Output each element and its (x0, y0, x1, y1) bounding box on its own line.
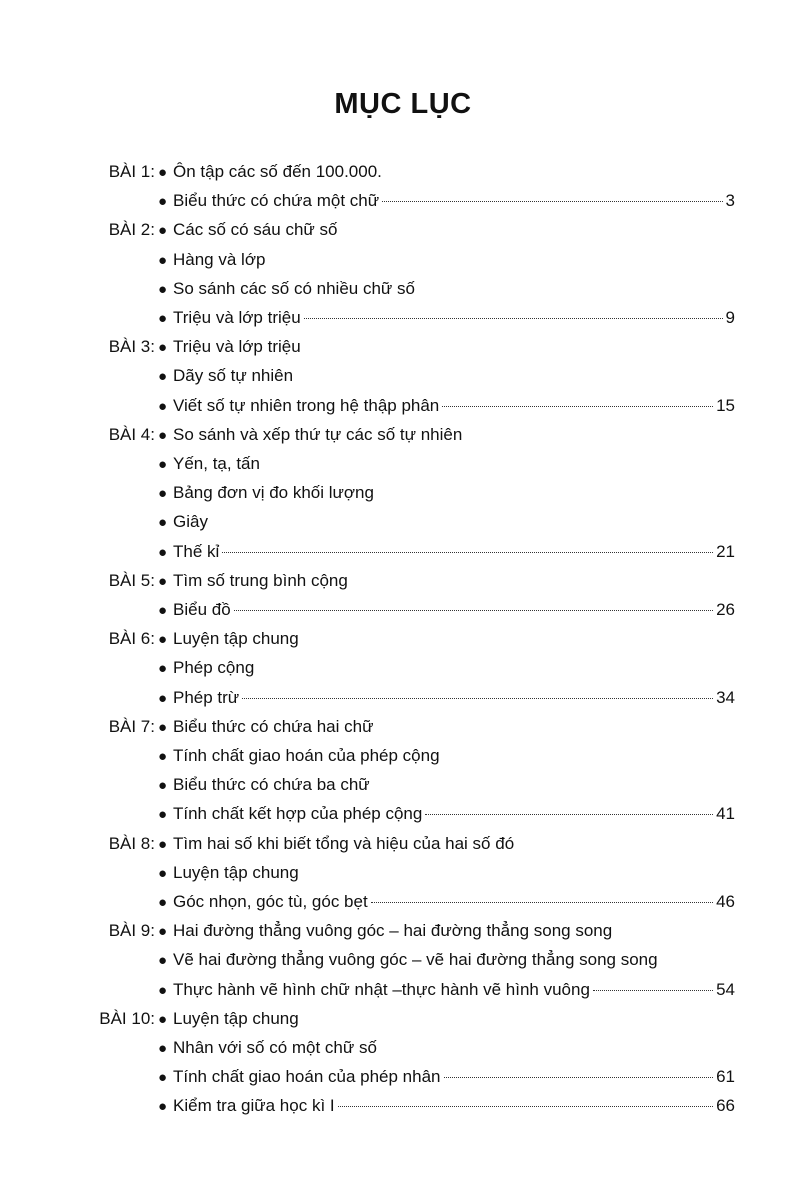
entry-title: Phép cộng (173, 658, 255, 678)
bullet-icon: ● (158, 718, 168, 736)
toc-entry (158, 391, 735, 421)
entry-title: So sánh các số có nhiều chữ số (173, 278, 415, 298)
page-title: MỤC LỤC (334, 88, 472, 120)
dot-leader (304, 318, 723, 319)
toc-row (0, 157, 806, 186)
bullet-icon: ● (158, 806, 168, 824)
bullet-icon: ● (158, 193, 168, 211)
entry-title: Biểu thức có chứa hai chữ (173, 716, 374, 736)
entry-title: Tìm số trung bình cộng (173, 570, 348, 590)
entry-title: Yến, tạ, tấn (173, 454, 260, 473)
entry-title: Luyện tập chung (173, 862, 299, 882)
entry-title: Các số có sáu chữ số (173, 220, 338, 240)
bullet-icon: ● (158, 1040, 168, 1057)
toc-entry (158, 595, 735, 625)
toc-row (0, 1004, 806, 1033)
entry-title: Tính chất giao hoán của phép cộng (173, 746, 440, 765)
lesson-label: BÀI 5: (108, 570, 155, 590)
entry-title: Hai đường thẳng vuông góc – hai đường thẳng song song (173, 921, 613, 941)
toc-entry (158, 1033, 735, 1063)
bullet-icon: ● (158, 514, 168, 532)
bullet-icon: ● (158, 894, 168, 911)
dot-leader (371, 902, 713, 903)
toc-row (0, 537, 806, 566)
toc-row (0, 478, 806, 507)
toc-row (0, 420, 806, 449)
bullet-icon: ● (158, 397, 168, 415)
toc-row (0, 1033, 806, 1062)
toc-row (0, 712, 806, 741)
lesson-label: BÀI 8: (108, 833, 155, 853)
bullet-icon: ● (158, 426, 168, 444)
bullet-icon: ● (158, 631, 168, 649)
toc-row (0, 653, 806, 682)
toc-entry (158, 1062, 735, 1092)
toc-entry (158, 1091, 735, 1121)
entry-title: Nhân với số có một chữ số (173, 1038, 377, 1057)
toc-entry (158, 566, 735, 596)
dot-leader (222, 552, 713, 553)
bullet-icon: ● (158, 923, 168, 941)
toc-row (0, 858, 806, 887)
lesson-label: BÀI 10: (99, 1008, 155, 1028)
toc-entry (158, 157, 735, 187)
entry-title: Kiểm tra giữa học kì I (173, 1096, 335, 1116)
toc-row (0, 274, 806, 303)
bullet-icon: ● (158, 777, 168, 795)
dot-leader (234, 610, 713, 611)
toc-row (0, 1091, 806, 1120)
toc-entry (158, 420, 735, 450)
toc-entry (158, 799, 735, 829)
page-number: 66 (716, 1096, 735, 1116)
dot-leader (442, 406, 713, 407)
toc-entry (158, 653, 735, 683)
lesson-label: BÀI 4: (108, 424, 155, 444)
toc-row (0, 887, 806, 916)
toc-row (0, 245, 806, 274)
toc-entry (158, 770, 735, 800)
bullet-icon: ● (158, 1069, 168, 1087)
toc-entry (158, 478, 735, 508)
bullet-icon: ● (158, 1098, 168, 1116)
bullet-icon: ● (158, 280, 168, 298)
bullet-icon: ● (158, 952, 168, 970)
bullet-icon: ● (158, 748, 168, 765)
entry-title: Hàng và lớp (173, 249, 266, 269)
toc-entry (158, 829, 735, 859)
lesson-label: BÀI 6: (108, 629, 155, 649)
toc-row (0, 507, 806, 536)
entry-title: Dãy số tự nhiên (173, 366, 294, 386)
toc-entry (158, 361, 735, 391)
toc-row (0, 683, 806, 712)
page-number: 54 (716, 979, 735, 999)
dot-leader (425, 814, 713, 815)
toc-entry (158, 332, 735, 362)
page-number: 41 (716, 804, 735, 824)
bullet-icon: ● (158, 164, 168, 181)
toc-entry (158, 215, 735, 245)
dot-leader (338, 1106, 713, 1107)
bullet-icon: ● (158, 485, 168, 503)
entry-title: Luyện tập chung (173, 1008, 299, 1028)
toc-entry (158, 1004, 735, 1034)
entry-title: Thế kỉ (173, 541, 220, 561)
dot-leader (444, 1077, 714, 1078)
entry-title: Biểu thức có chứa một chữ (173, 191, 380, 211)
toc-entry (158, 537, 735, 567)
bullet-icon: ● (158, 456, 168, 473)
toc-entry (158, 507, 735, 537)
page-number: 34 (716, 687, 735, 707)
dot-leader (593, 990, 713, 991)
bullet-icon: ● (158, 310, 168, 327)
toc-row (0, 799, 806, 828)
page-number: 3 (725, 191, 735, 211)
toc-entry (158, 887, 735, 917)
entry-title: Góc nhọn, góc tù, góc bẹt (173, 892, 368, 911)
toc-row (0, 186, 806, 215)
bullet-icon: ● (158, 222, 168, 240)
entry-title: Biểu thức có chứa ba chữ (173, 775, 370, 795)
lesson-label: BÀI 9: (108, 921, 155, 941)
page-number: 26 (716, 600, 735, 619)
lesson-label: BÀI 7: (108, 716, 155, 736)
bullet-icon: ● (158, 864, 168, 882)
entry-title: Phép trừ (173, 687, 240, 707)
page-number: 46 (716, 892, 735, 911)
toc-entry (158, 858, 735, 888)
toc-entry (158, 916, 735, 946)
bullet-icon: ● (158, 835, 168, 853)
toc-row (0, 361, 806, 390)
bullet-icon: ● (158, 1010, 168, 1028)
toc-row (0, 975, 806, 1004)
entry-title: Triệu và lớp triệu (173, 337, 301, 357)
entry-title: Tìm hai số khi biết tổng và hiệu của hai số đó (173, 833, 515, 853)
toc-row (0, 770, 806, 799)
entry-title: Biểu đồ (173, 600, 231, 619)
toc-row (0, 829, 806, 858)
entry-title: Ôn tập các số đến 100.000. (173, 162, 382, 181)
toc-row (0, 1062, 806, 1091)
toc-entry (158, 186, 735, 216)
entry-title: Luyện tập chung (173, 629, 299, 649)
toc-entry (158, 975, 735, 1005)
bullet-icon: ● (158, 543, 168, 561)
bullet-icon: ● (158, 251, 168, 269)
bullet-icon: ● (158, 981, 168, 999)
entry-title: Viết số tự nhiên trong hệ thập phân (173, 395, 440, 415)
toc-row (0, 566, 806, 595)
toc-row (0, 215, 806, 244)
entry-title: Thực hành vẽ hình chữ nhật –thực hành vẽ hình vuông (173, 979, 590, 999)
lesson-label: BÀI 3: (108, 337, 155, 357)
toc-entry (158, 245, 735, 275)
toc-entry (158, 274, 735, 304)
toc-row (0, 945, 806, 974)
page-number: 15 (716, 395, 735, 415)
toc-entry (158, 303, 735, 333)
dot-leader (242, 698, 713, 699)
toc-row (0, 391, 806, 420)
bullet-icon: ● (158, 339, 168, 357)
toc-entry (158, 449, 735, 479)
bullet-icon: ● (158, 602, 168, 619)
entry-title: Tính chất giao hoán của phép nhân (173, 1067, 441, 1087)
dot-leader (382, 201, 722, 202)
entry-title: Bảng đơn vị đo khối lượng (173, 483, 374, 503)
bullet-icon: ● (158, 572, 168, 590)
toc-entry (158, 624, 735, 654)
entry-title: Giây (173, 512, 208, 532)
toc-row (0, 332, 806, 361)
bullet-icon: ● (158, 660, 168, 678)
toc-entry (158, 712, 735, 742)
toc-row (0, 624, 806, 653)
toc-entry (158, 683, 735, 713)
entry-title: So sánh và xếp thứ tự các số tự nhiên (173, 424, 463, 444)
bullet-icon: ● (158, 689, 168, 707)
toc-row (0, 916, 806, 945)
entry-title: Tính chất kết hợp của phép cộng (173, 804, 423, 824)
page-number: 21 (716, 541, 735, 561)
page-number: 61 (716, 1067, 735, 1087)
toc-row (0, 303, 806, 332)
entry-title: Triệu và lớp triệu (173, 308, 301, 327)
toc-entry (158, 741, 735, 771)
bullet-icon: ● (158, 368, 168, 386)
lesson-label: BÀI 1: (108, 162, 155, 181)
toc-row (0, 595, 806, 624)
page-number: 9 (725, 308, 735, 327)
lesson-label: BÀI 2: (108, 220, 155, 240)
toc-row (0, 741, 806, 770)
toc-row (0, 449, 806, 478)
entry-title: Vẽ hai đường thẳng vuông góc – vẽ hai đường thẳng song song (173, 950, 658, 970)
toc-entry (158, 945, 735, 975)
